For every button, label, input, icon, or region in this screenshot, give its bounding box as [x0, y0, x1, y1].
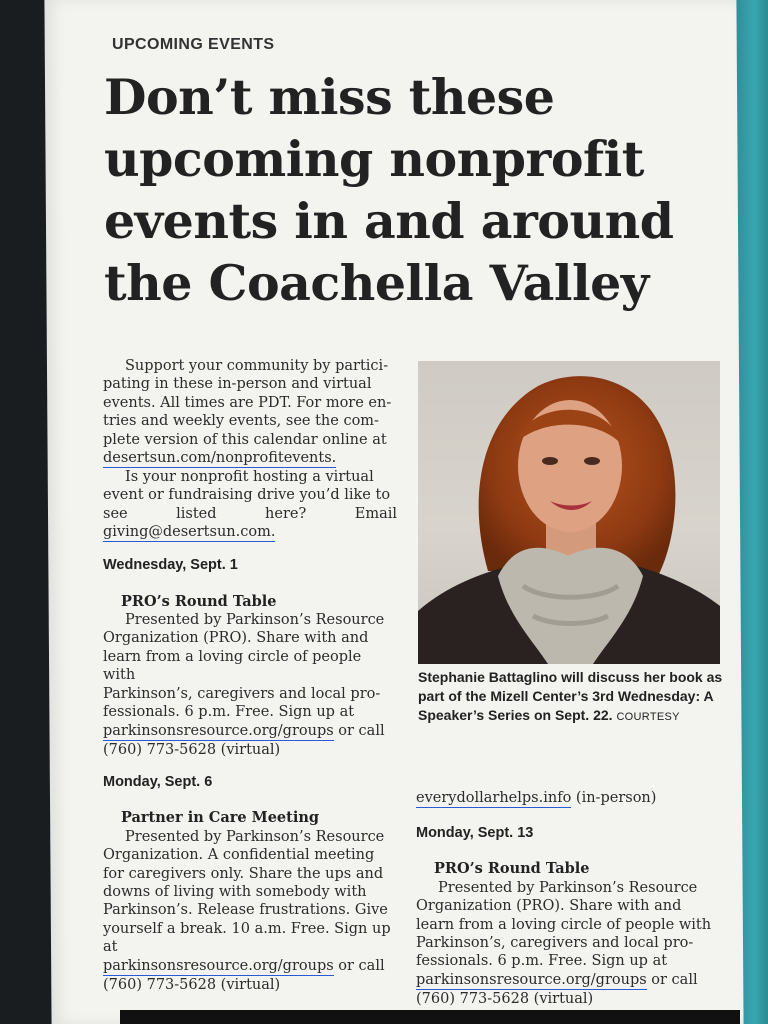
event-date: Wednesday, Sept. 1 — [103, 557, 238, 574]
event-date: Monday, Sept. 6 — [103, 773, 213, 790]
signup-link[interactable]: parkinsonsresource.org/groups — [103, 957, 334, 974]
submit-paragraph — [103, 468, 397, 542]
calendar-link[interactable]: desertsun.com/nonprofitevents. — [103, 450, 337, 467]
event-body — [103, 611, 397, 759]
text-line: downs of living with somebody with — [103, 883, 367, 900]
text-line: learn from a loving circle of people with — [103, 648, 362, 684]
event-title: PRO’s Round Table — [121, 592, 277, 610]
text-line: Parkinson’s. Release frustrations. Give — [103, 902, 388, 919]
event-body — [416, 879, 720, 1008]
text-line: Parkinson’s, caregivers and local pro- — [103, 685, 381, 702]
link-tail: (in-person) — [571, 790, 657, 806]
text-line: tries and weekly events, see the com- — [103, 413, 379, 430]
text-line: event or fundraising drive you’d like to — [103, 487, 391, 504]
text-line: yourself a break. 10 a.m. Free. Sign up at — [103, 920, 391, 956]
photo-caption — [418, 668, 728, 727]
text-line — [103, 722, 397, 741]
link-tail: or call — [333, 957, 385, 974]
signup-link[interactable]: parkinsonsresource.org/groups — [416, 971, 647, 988]
donation-link[interactable]: everydollarhelps.info — [416, 790, 572, 806]
text-line: learn from a loving circle of people with — [416, 916, 712, 933]
phone-line: (760) 773-5628 (virtual) — [103, 741, 281, 758]
photo-credit: COURTESY — [616, 711, 680, 723]
text-line — [416, 971, 720, 990]
text-line: Organization. A confidential meeting — [103, 847, 375, 864]
signup-link[interactable]: parkinsonsresource.org/groups — [103, 722, 334, 739]
text-line: Presented by Parkinson’s Resource — [438, 879, 698, 896]
speaker-photo — [418, 361, 720, 664]
text-line: for caregivers only. Share the ups and — [103, 865, 384, 882]
text-line: Organization (PRO). Share with and — [103, 630, 369, 647]
headline-line: the Coachella Valley — [104, 254, 649, 312]
portrait-illustration — [418, 361, 720, 664]
text-line: plete version of this calendar online at — [103, 431, 387, 448]
text-line: pating in these in-person and virtual — [103, 376, 372, 393]
text-line: Is your nonprofit hosting a virtual — [125, 469, 374, 486]
text-line: see listed here? Email — [103, 505, 397, 522]
headline-line: events in and around — [104, 192, 674, 250]
text-line: events. All times are PDT. For more en- — [103, 394, 392, 411]
headline — [104, 66, 729, 314]
text-line: Presented by Parkinson’s Resource — [125, 828, 385, 845]
phone-line: (760) 773-5628 (virtual) — [416, 990, 594, 1007]
left-column — [103, 357, 397, 994]
phone-line: (760) 773-5628 (virtual) — [103, 976, 281, 993]
text-line — [103, 957, 397, 976]
text-line: Organization (PRO). Share with and — [416, 898, 682, 915]
text-line: fessionals. 6 p.m. Free. Sign up at — [416, 953, 668, 970]
text-line: fessionals. 6 p.m. Free. Sign up at — [103, 704, 355, 721]
event-date: Monday, Sept. 13 — [416, 825, 534, 841]
text-line: Support your community by partici- — [125, 358, 389, 374]
intro-paragraph — [103, 357, 397, 468]
headline-line: Don’t miss these — [104, 68, 555, 126]
headline-line: upcoming nonprofit — [104, 130, 644, 188]
email-link[interactable]: giving@desertsun.com. — [103, 524, 276, 541]
link-tail: or call — [333, 722, 385, 739]
device-bezel — [120, 1010, 740, 1024]
section-kicker: UPCOMING EVENTS — [112, 36, 275, 53]
event-title: PRO’s Round Table — [434, 860, 590, 878]
text-line — [416, 789, 720, 808]
caption-text: Stephanie Battaglino will discuss her book as part of the Mizell Center’s 3rd Wednesday: A Speaker’s Series on Sept. 22. — [418, 669, 723, 723]
event-title: Partner in Care Meeting — [121, 809, 320, 827]
link-tail: or call — [646, 971, 698, 988]
event-body — [103, 828, 397, 994]
text-line: Parkinson’s, caregivers and local pro- — [416, 935, 694, 952]
right-column — [416, 789, 720, 1008]
text-line: Presented by Parkinson’s Resource — [125, 612, 385, 629]
